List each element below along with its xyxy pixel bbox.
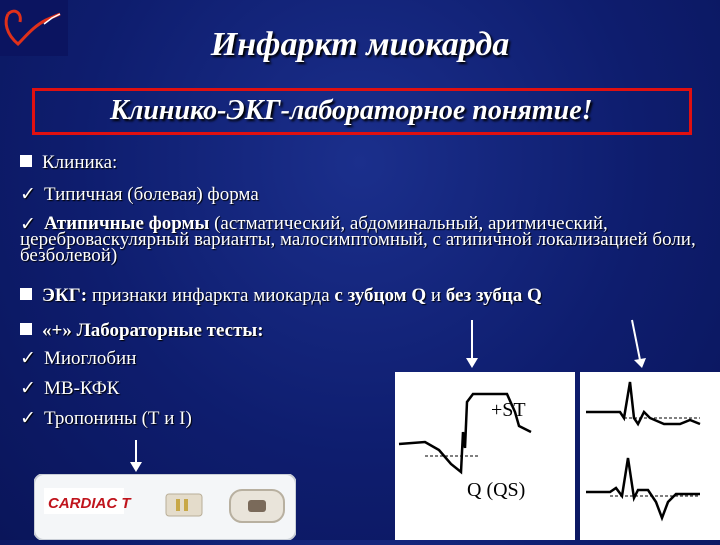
- square-bullet-icon: [20, 155, 32, 167]
- down-arrow-icon: [126, 438, 146, 474]
- lab-item-mbck: [20, 378, 119, 400]
- ecg-st-elevation-trace: [395, 372, 575, 540]
- troponin-test-strip-image: [34, 474, 296, 540]
- lab-tests-label: «+» Лабораторные тесты:: [42, 320, 264, 341]
- ecg-label: ЭКГ:: [42, 285, 88, 306]
- atypical-form-label: Атипичные формы: [44, 213, 210, 234]
- q-wave-label: Q (QS): [467, 479, 526, 501]
- atypical-form-paragraph: [20, 213, 710, 266]
- typical-form-text: Типичная (болевая) форма: [44, 184, 259, 205]
- checkmark-icon: ✓: [20, 184, 36, 205]
- lab-item-label: Миоглобин: [44, 348, 137, 369]
- lab-item-label: MB-КФК: [44, 378, 120, 399]
- ecg-no-q-wave-panel: [580, 372, 720, 540]
- test-brand-label: CARDIAC T: [48, 495, 131, 512]
- checkmark-icon: ✓: [20, 214, 36, 235]
- st-label: +ST: [491, 399, 526, 421]
- atypical-form-details: (астматический, абдоминальный, аритмический, цереброваскулярный варианты, малосимптомный, с атипичной локализацией боли, безболевой): [20, 213, 696, 266]
- typical-form-item: [20, 184, 259, 206]
- slide-subtitle: Клинико-ЭКГ-лабораторное понятие!: [110, 95, 593, 126]
- ecg-text-1: признаки инфаркта миокарда: [87, 285, 335, 306]
- ecg-q-wave: с зубцом Q: [334, 285, 427, 306]
- lab-item-troponins: [20, 408, 192, 430]
- square-bullet-icon: [20, 323, 32, 335]
- clinic-item: [20, 152, 117, 174]
- clinic-label: Клиника:: [42, 152, 118, 173]
- down-arrow-icon: [626, 318, 650, 370]
- slide-title: Инфаркт миокарда: [210, 26, 510, 63]
- ecg-text-2: и: [426, 285, 446, 306]
- ecg-small-traces: [580, 372, 720, 540]
- lab-item-myoglobin: [20, 348, 136, 370]
- checkmark-icon: ✓: [20, 378, 36, 399]
- lab-item-label: Тропонины (Т и I): [44, 408, 192, 429]
- down-arrow-icon: [462, 318, 482, 370]
- ecg-q-wave-panel: [395, 372, 575, 540]
- checkmark-icon: ✓: [20, 408, 36, 429]
- ecg-no-q-wave: без зубца Q: [445, 285, 542, 306]
- square-bullet-icon: [20, 288, 32, 300]
- ecg-item: [20, 285, 542, 307]
- checkmark-icon: ✓: [20, 348, 36, 369]
- lab-tests-item: [20, 320, 264, 342]
